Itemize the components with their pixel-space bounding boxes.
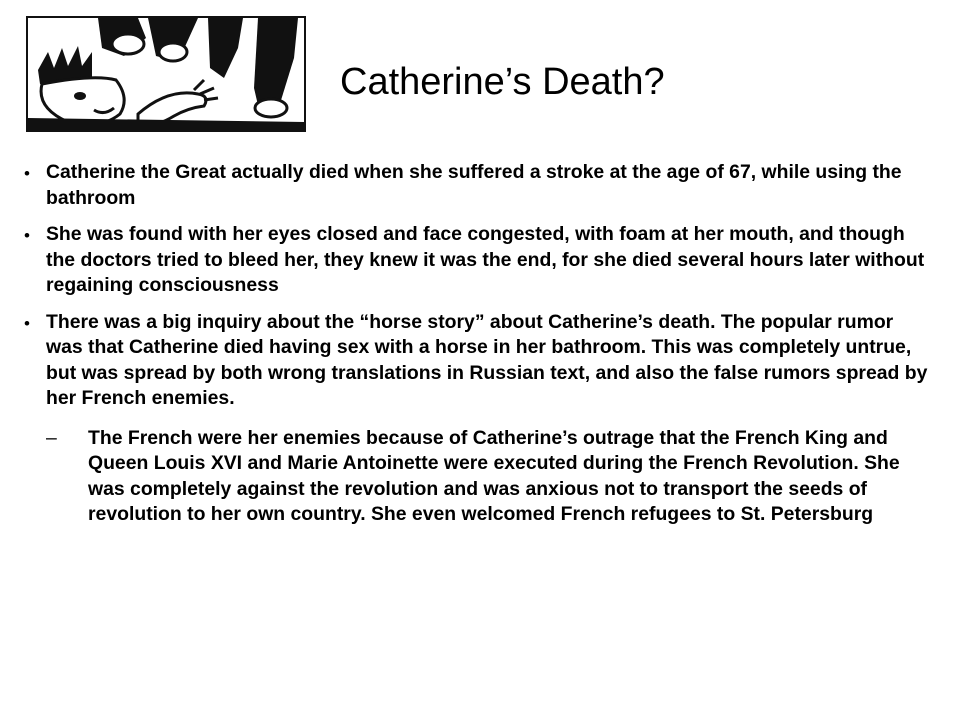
sub-bullet-item	[24, 426, 934, 528]
slide-body	[24, 160, 934, 528]
sub-bullet-dash: –	[46, 426, 57, 449]
bullet-text: There was a big inquiry about the “horse story” about Catherine’s death. The popular rumor was that Catherine died having sex with a horse in her bathroom. This was completely untrue, but was spread by both wrong translations in Russian text, and also the false rumors spread by her French enemies.	[46, 310, 928, 409]
bullet-dot: •	[24, 164, 30, 183]
bullet-item	[24, 160, 934, 211]
sub-bullet-text: The French were her enemies because of Catherine’s outrage that the French King and Queen Louis XVI and Marie Antoinette were executed during the French Revolution. She was completely against the revolution and was anxious not to transport the seeds of revolution to her own country. She even welcomed French refugees to St. Petersburg	[88, 426, 900, 525]
bullet-item	[24, 310, 934, 412]
bullet-text: She was found with her eyes closed and face congested, with foam at her mouth, and though the doctors tried to bleed her, they knew it was the end, for she died several hours later without regaining consciousness	[46, 223, 925, 296]
bullet-text: Catherine the Great actually died when she suffered a stroke at the age of 67, while using the bathroom	[46, 161, 902, 209]
bullet-item	[24, 222, 934, 299]
bullet-dot: •	[24, 226, 30, 245]
slide-title: Catherine’s Death?	[340, 61, 665, 103]
cartoon-illustration-icon	[26, 16, 306, 132]
bullet-dot: •	[24, 313, 30, 333]
